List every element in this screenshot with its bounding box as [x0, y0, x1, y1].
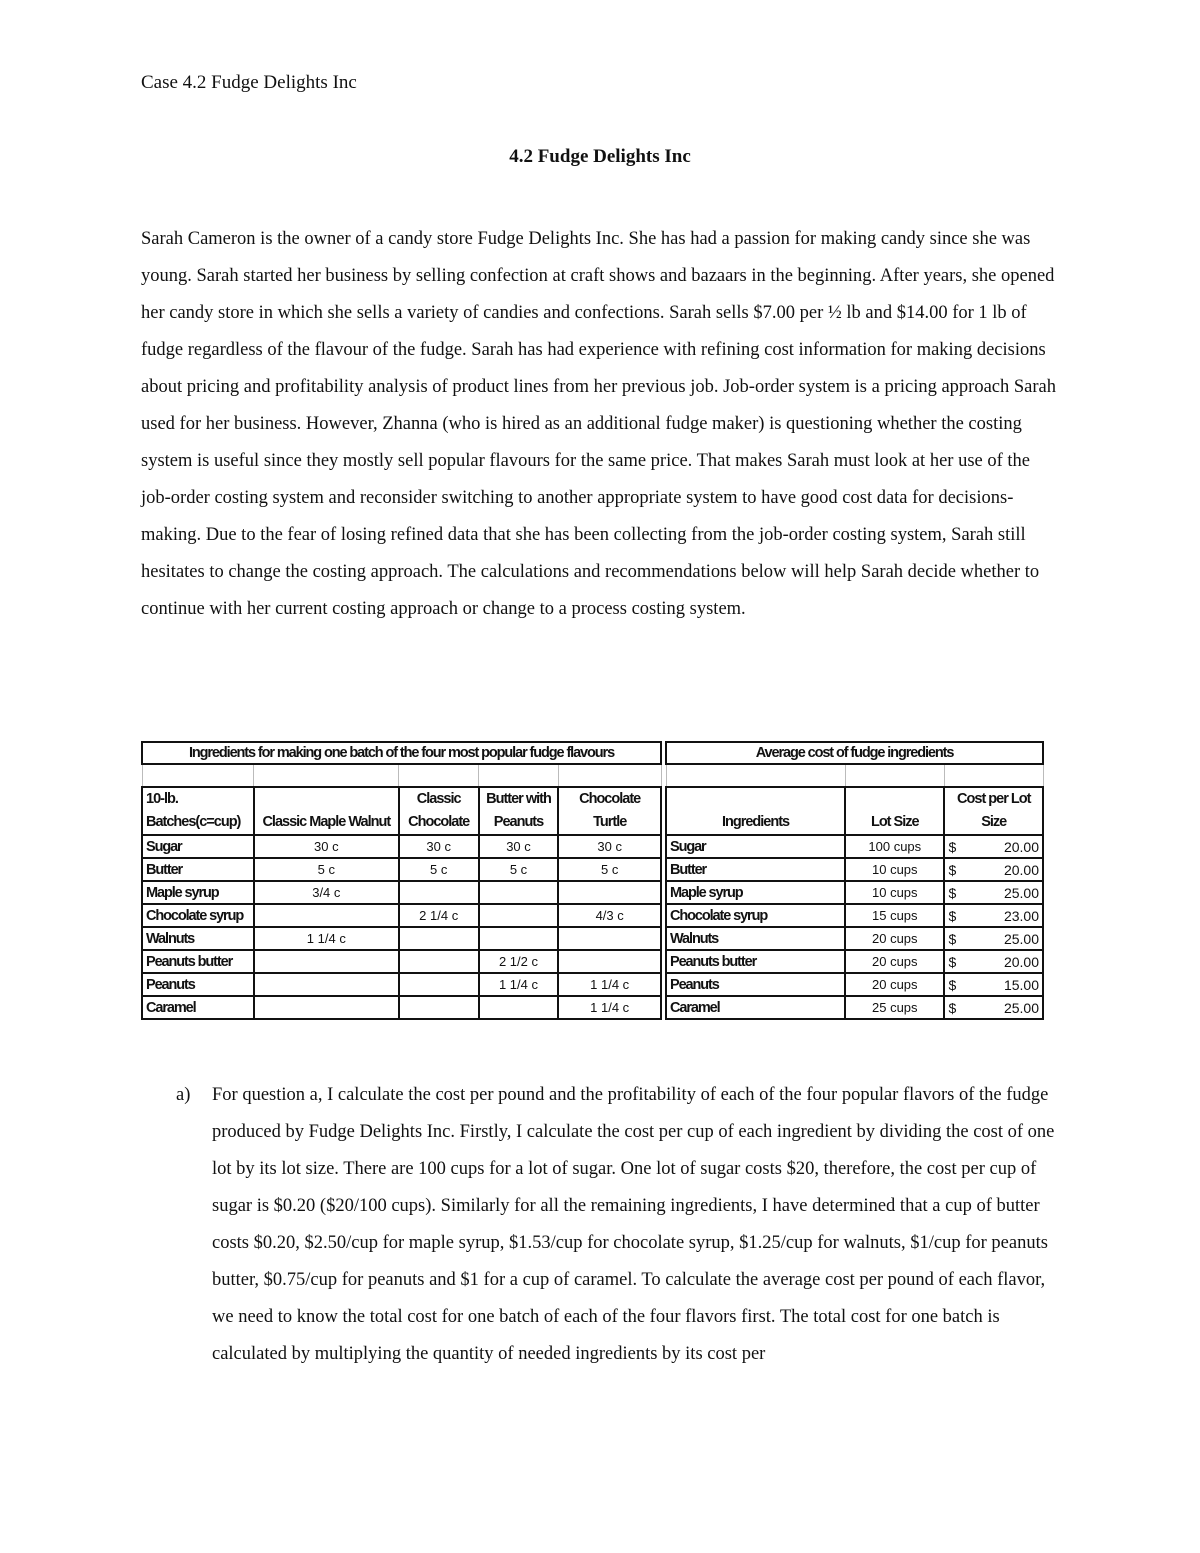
lot-size: 20 cups: [845, 973, 944, 996]
table-row: [666, 973, 1043, 996]
ingredient-quantity: 3/4 c: [254, 881, 399, 904]
cost-value: 25.00: [1003, 884, 1039, 901]
currency-symbol: $: [948, 930, 957, 947]
ingredient-quantity: [479, 927, 559, 950]
ingredient-name: Caramel: [666, 996, 845, 1019]
table-row: [142, 927, 661, 950]
intro-paragraph: [141, 221, 1061, 628]
intro-text: Sarah Cameron is the owner of a candy store Fudge Delights Inc. She has had a passion for making candy since she was young. Sarah started her business by selling confection at craft shows and bazaars in the beginning. After years, she opened her candy store in which she sells a variety of candies and confections. Sarah sells $7.00 per ½ lb and $14.00 for 1 lb of fudge regardless of the flavour of the fudge. Sarah has had experience with refining cost information for making decisions about pricing and profitability analysis of product lines from her previous job. Job-order system is a pricing approach Sarah used for her business. However, Zhanna (who is hired as an additional fudge maker) is questioning whether the costing system is useful since they mostly sell popular flavours for the same price. That makes Sarah must look at her use of the job-order costing system and reconsider switching to another appropriate system to have good cost data for decisions-making. Due to the fear of losing refined data that she has been collecting from the job-order costing system, Sarah still hesitates to change the costing approach. The calculations and recommendations below will help Sarah decide whether to continue with her current costing approach or change to a process costing system.: [141, 229, 1057, 619]
table-row: [142, 858, 661, 881]
ingredient-name: Chocolate syrup: [142, 904, 254, 927]
table-row: [666, 950, 1043, 973]
cost-value: 25.00: [1003, 999, 1039, 1016]
ingredient-name: Walnuts: [666, 927, 845, 950]
cost-header-ingredients: Ingredients: [666, 787, 845, 835]
currency-symbol: $: [948, 861, 957, 878]
ingredient-name: Maple syrup: [142, 881, 254, 904]
ingredient-quantity: [479, 881, 559, 904]
table-row: [142, 950, 661, 973]
cost-per-lot: [944, 973, 1043, 996]
ingredient-quantity: [254, 904, 399, 927]
ingredient-quantity: [479, 904, 559, 927]
recipe-header-maple-walnut: Classic Maple Walnut: [254, 787, 399, 835]
cost-value: 25.00: [1003, 930, 1039, 947]
ingredient-quantity: 30 c: [479, 835, 559, 858]
lot-size: 10 cups: [845, 858, 944, 881]
cost-per-lot: [944, 950, 1043, 973]
currency-symbol: $: [948, 999, 957, 1016]
ingredient-name: Walnuts: [142, 927, 254, 950]
ingredient-name: Sugar: [142, 835, 254, 858]
ingredient-quantity: [399, 881, 479, 904]
ingredient-quantity: [558, 950, 661, 973]
ingredient-quantity: 1 1/4 c: [479, 973, 559, 996]
lot-size: 100 cups: [845, 835, 944, 858]
ingredient-quantity: [399, 927, 479, 950]
ingredient-quantity: 2 1/4 c: [399, 904, 479, 927]
currency-symbol: $: [948, 838, 957, 855]
ingredient-name: Sugar: [666, 835, 845, 858]
cost-value: 23.00: [1003, 907, 1039, 924]
cost-per-lot: [944, 835, 1043, 858]
recipe-header-batches: 10-lb. Batches(c=cup): [142, 787, 254, 835]
table-row: [142, 881, 661, 904]
table-row: [666, 927, 1043, 950]
ingredient-name: Peanuts: [142, 973, 254, 996]
cost-per-lot: [944, 881, 1043, 904]
cost-per-lot: [944, 904, 1043, 927]
ingredient-quantity: 2 1/2 c: [479, 950, 559, 973]
question-a-marker: a): [176, 1085, 191, 1105]
cost-table-body: [666, 835, 1043, 1019]
recipe-table-body: [142, 835, 661, 1019]
table-row: [666, 881, 1043, 904]
lot-size: 10 cups: [845, 881, 944, 904]
ingredient-name: Peanuts: [666, 973, 845, 996]
currency-symbol: $: [948, 953, 957, 970]
table-row: [142, 904, 661, 927]
ingredient-quantity: [399, 950, 479, 973]
recipe-header-chocolate-turtle: Chocolate Turtle: [558, 787, 661, 835]
table-row: [142, 835, 661, 858]
ingredient-quantity: 30 c: [399, 835, 479, 858]
question-a-text: For question a, I calculate the cost per pound and the profitability of each of the four popular flavors of the fudge produced by Fudge Delights Inc. Firstly, I calculate the cost per cup of each ingredient by dividing the cost of one lot by its lot size. There are 100 cups for a lot of sugar. One lot of sugar costs $20, therefore, the cost per cup of sugar is $0.20 ($20/100 cups). Similarly for all the remaining ingredients, I have determined that a cup of butter costs $0.20, $2.50/cup for maple syrup, $1.53/cup for chocolate syrup, $1.25/cup for walnuts, $1/cup for peanuts butter, $0.75/cup for peanuts and $1 for a cup of caramel. To calculate the average cost per pound of each flavor, we need to know the total cost for one batch of each of the four flavors first. The total cost for one batch is calculated by multiplying the quantity of needed ingredients by its cost per: [212, 1085, 1055, 1364]
table-row: [142, 996, 661, 1019]
ingredient-quantity: [254, 950, 399, 973]
cost-per-lot: [944, 996, 1043, 1019]
ingredient-quantity: 5 c: [254, 858, 399, 881]
cost-per-lot: [944, 858, 1043, 881]
ingredient-quantity: 5 c: [558, 858, 661, 881]
currency-symbol: $: [948, 907, 957, 924]
lot-size: 20 cups: [845, 927, 944, 950]
ingredient-name: Peanuts butter: [142, 950, 254, 973]
table-row: [142, 973, 661, 996]
question-a: [176, 1077, 1061, 1373]
cost-table-caption: Average cost of fudge ingredients: [666, 742, 1043, 764]
ingredient-name: Maple syrup: [666, 881, 845, 904]
ingredient-quantity: 5 c: [399, 858, 479, 881]
cost-per-lot: [944, 927, 1043, 950]
recipe-table-caption: Ingredients for making one batch of the four most popular fudge flavours: [142, 742, 661, 764]
ingredient-name: Butter: [666, 858, 845, 881]
ingredient-quantity: [254, 973, 399, 996]
cost-value: 15.00: [1003, 976, 1039, 993]
table-row: [666, 996, 1043, 1019]
recipe-header-butter-peanuts: Butter with Peanuts: [479, 787, 559, 835]
ingredient-name: Peanuts butter: [666, 950, 845, 973]
currency-symbol: $: [948, 884, 957, 901]
cost-header-lot-size: Lot Size: [845, 787, 944, 835]
cost-value: 20.00: [1003, 861, 1039, 878]
lot-size: 15 cups: [845, 904, 944, 927]
recipe-table: [141, 741, 662, 1020]
ingredient-quantity: [479, 996, 559, 1019]
table-row: [666, 858, 1043, 881]
ingredient-name: Butter: [142, 858, 254, 881]
cost-value: 20.00: [1003, 953, 1039, 970]
currency-symbol: $: [948, 976, 957, 993]
cost-table: [665, 741, 1044, 1020]
document-title: 4.2 Fudge Delights Inc: [509, 146, 691, 167]
ingredient-quantity: [558, 881, 661, 904]
ingredient-quantity: 1 1/4 c: [558, 996, 661, 1019]
ingredient-quantity: [399, 996, 479, 1019]
ingredient-quantity: 1 1/4 c: [558, 973, 661, 996]
recipe-header-classic-chocolate: Classic Chocolate: [399, 787, 479, 835]
ingredient-quantity: [254, 996, 399, 1019]
ingredient-quantity: 30 c: [254, 835, 399, 858]
lot-size: 20 cups: [845, 950, 944, 973]
table-row: [666, 835, 1043, 858]
ingredient-quantity: [558, 927, 661, 950]
page-header: Case 4.2 Fudge Delights Inc: [141, 72, 357, 93]
ingredient-quantity: 5 c: [479, 858, 559, 881]
ingredient-quantity: 1 1/4 c: [254, 927, 399, 950]
lot-size: 25 cups: [845, 996, 944, 1019]
ingredient-quantity: 4/3 c: [558, 904, 661, 927]
ingredient-quantity: [399, 973, 479, 996]
cost-value: 20.00: [1003, 838, 1039, 855]
ingredient-quantity: 30 c: [558, 835, 661, 858]
table-row: [666, 904, 1043, 927]
ingredient-name: Caramel: [142, 996, 254, 1019]
ingredient-name: Chocolate syrup: [666, 904, 845, 927]
cost-header-cost-per-lot: Cost per Lot Size: [944, 787, 1043, 835]
